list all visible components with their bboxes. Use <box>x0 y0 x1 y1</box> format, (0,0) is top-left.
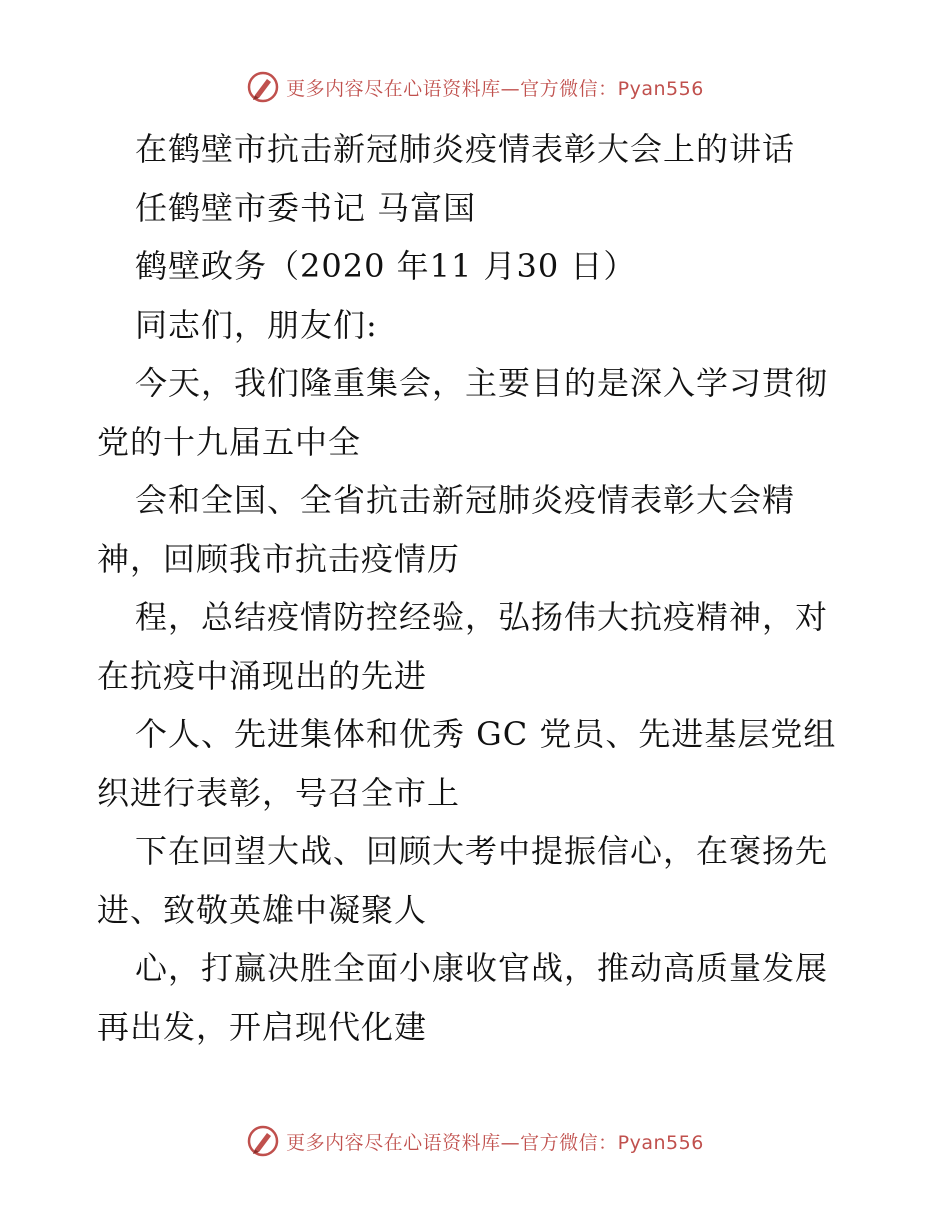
text-line: 在鹤壁市抗击新冠肺炎疫情表彰大会上的讲话 <box>135 130 796 168</box>
text-line: 心，打赢决胜全面小康收官战，推动高质量发展 <box>135 949 829 987</box>
pen-logo-icon <box>246 1124 280 1158</box>
text-line: 织进行表彰，号召全市上 <box>97 773 461 812</box>
text-line: 下在回望大战、回顾大考中提振信心，在褒扬先 <box>135 832 829 870</box>
text-line: 进、致敬英雄中凝聚人 <box>97 890 428 929</box>
text-line: 在抗疫中涌现出的先进 <box>97 656 428 695</box>
text-line: 神，回顾我市抗击疫情历 <box>97 539 461 578</box>
document-body <box>97 120 857 1056</box>
text-line: 今天，我们隆重集会，主要目的是深入学习贯彻 <box>135 364 829 402</box>
watermark-text: 更多内容尽在心语资料库—官方微信：Pyan556 <box>286 1131 704 1154</box>
footer-watermark <box>0 1124 950 1158</box>
pen-logo-icon <box>246 70 280 104</box>
text-line: 会和全国、全省抗击新冠肺炎疫情表彰大会精 <box>135 481 796 519</box>
text-line: 同志们，朋友们: <box>135 305 378 344</box>
text-line: 鹤壁政务（2020 年11 月30 日） <box>135 247 637 285</box>
header-watermark <box>0 70 950 104</box>
text-line: 党的十九届五中全 <box>97 422 362 461</box>
text-line: 任鹤壁市委书记 马富国 <box>135 188 477 227</box>
text-line: 个人、先进集体和优秀 GC 党员、先进基层党组 <box>135 715 837 753</box>
text-line: 程，总结疫情防控经验，弘扬伟大抗疫精神，对 <box>135 598 829 636</box>
text-line: 再出发，开启现代化建 <box>97 1007 428 1046</box>
watermark-text: 更多内容尽在心语资料库—官方微信：Pyan556 <box>286 77 704 100</box>
